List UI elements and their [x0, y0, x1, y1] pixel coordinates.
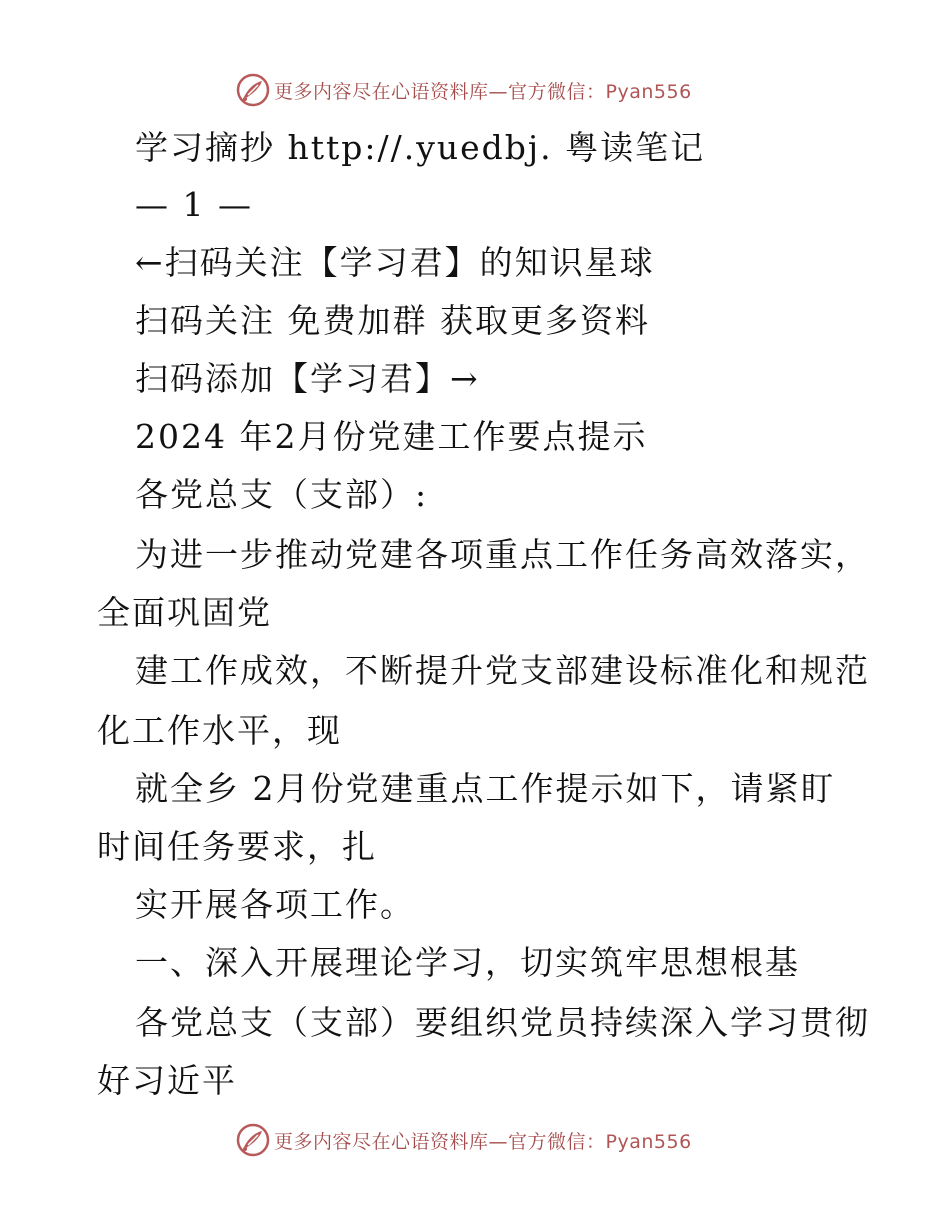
paragraph-line: 实开展各项工作。 [135, 885, 415, 924]
paragraph-line: 为进一步推动党建各项重点工作任务高效落实， [135, 535, 870, 574]
paragraph-line: 就全乡 2月份党建重点工作提示如下，请紧盯 [135, 769, 836, 808]
paragraph-line: 建工作成效，不断提升党支部建设标准化和规范 [135, 651, 870, 690]
paragraph-line: 各党总支（支部）要组织党员持续深入学习贯彻 [135, 1003, 870, 1042]
paragraph-line: 化工作水平，现 [97, 711, 342, 750]
watermark-header [236, 72, 692, 108]
text-line-scan-add: 扫码添加【学习君】→ [135, 359, 480, 398]
watermark-wechat-id: Pyan556 [605, 80, 692, 103]
paragraph-line: 好习近平 [97, 1061, 237, 1100]
paragraph-line: 时间任务要求，扎 [97, 827, 377, 866]
watermark-footer [236, 1122, 692, 1158]
pen-logo-icon [236, 73, 270, 107]
watermark-text: 更多内容尽在心语资料库—官方微信： [274, 1130, 606, 1153]
document-title: 2024 年2月份党建工作要点提示 [135, 417, 648, 456]
section-heading: 一、深入开展理论学习，切实筑牢思想根基 [135, 943, 800, 982]
pen-logo-icon [236, 1123, 270, 1157]
text-line-source: 学习摘抄 http://.yuedbj. 粤读笔记 [135, 128, 706, 167]
watermark-wechat-id: Pyan556 [605, 1130, 692, 1153]
text-line-salutation: 各党总支（支部）: [135, 475, 429, 514]
text-line-page-number: — 1 — [135, 185, 253, 224]
text-line-scan-group: 扫码关注 免费加群 获取更多资料 [135, 301, 650, 340]
paragraph-line: 全面巩固党 [97, 593, 272, 632]
watermark-text: 更多内容尽在心语资料库—官方微信： [274, 80, 606, 103]
text-line-scan-star: ←扫码关注【学习君】的知识星球 [135, 243, 655, 282]
